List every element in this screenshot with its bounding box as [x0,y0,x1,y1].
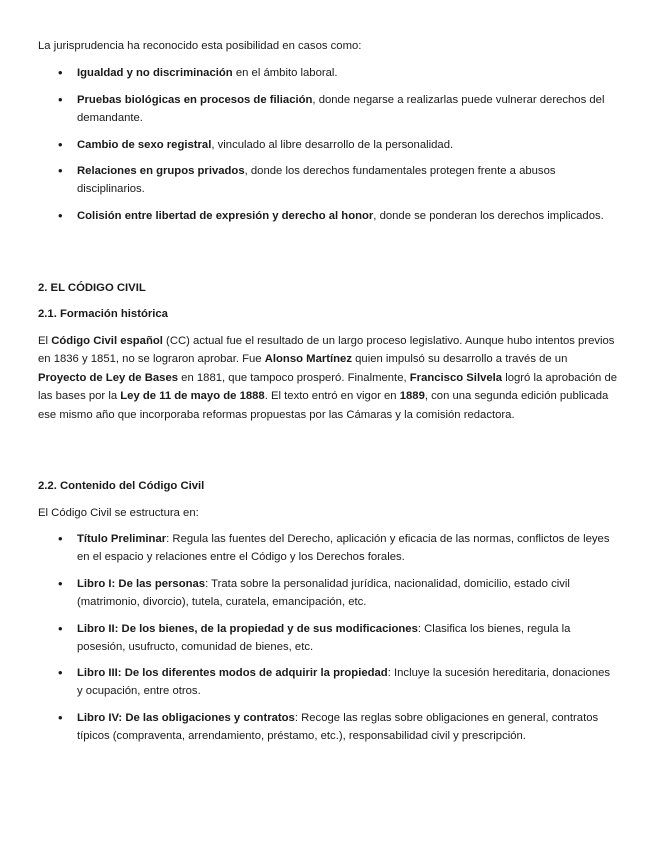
section-2-1-heading: 2.1. Formación histórica [38,308,168,320]
list-item: • Libro IV: De las obligaciones y contratos: Recoge las reglas sobre obligaciones en general, contratos típicos (compraventa, arrendamiento, préstamo, etc.), responsabilidad civil y prescripción. [58,710,599,743]
list-item: • Libro III: De los diferentes modos de adquirir la propiedad: Incluye la sucesión hereditaria, donaciones y ocupación, entre otros. [58,665,611,698]
bullet-icon: • [58,163,63,178]
bullet-icon: • [58,531,63,546]
list-item: • Igualdad y no discriminación en el ámbito laboral. [77,64,617,82]
bullet-icon: • [58,137,63,152]
list-item: • Cambio de sexo registral, vinculado al libre desarrollo de la personalidad. [77,136,617,154]
list-item: • Libro II: De los bienes, de la propiedad y de sus modificaciones: Clasifica los bienes, regula la posesión, usufructo, comunidad de bienes, etc. [58,621,571,654]
intro-paragraph: La jurisprudencia ha reconocido esta posibilidad en casos como: [38,40,362,52]
bullet-icon: • [58,621,63,636]
section-2-2-intro: El Código Civil se estructura en: [38,507,199,519]
section-2-2-heading: 2.2. Contenido del Código Civil [38,480,205,492]
section-2-1-paragraph: El Código Civil español (CC) actual fue el resultado de un largo proceso legislativo. Aunque hubo intentos previos en 1836 y 1851, no se lograron aprobar. Fue Alonso Martínez quien impulsó su desarrollo a través de un Proyecto de Ley de Bases en 1881, que tampoco prosperó. Finalmente, Francisco Silvela logró la aprobación de las bases por la Ley de 11 de mayo de 1888. El texto entró en vigor en 1889, con una segunda edición publicada ese mismo año que incorporaba reformas propuestas por las Cámaras y la comisión redactora. [38,335,618,421]
bullet-icon: • [58,665,63,680]
bullet-icon: • [58,576,63,591]
list-item: • Colisión entre libertad de expresión y derecho al honor, donde se ponderan los derechos implicados. [77,207,617,225]
bullet-icon: • [58,92,63,107]
section-2-heading: 2. EL CÓDIGO CIVIL [38,282,146,294]
list-item: • Relaciones en grupos privados, donde los derechos fundamentales protegen frente a abusos disciplinarios. [58,163,556,196]
list-item: • Título Preliminar: Regula las fuentes del Derecho, aplicación y eficacia de las normas, conflictos de leyes en el espacio y relaciones entre el Código y los Derechos forales. [58,531,610,564]
list-item: • Libro I: De las personas: Trata sobre la personalidad jurídica, nacionalidad, domicilio, estado civil (matrimonio, divorcio), tutela, curatela, emancipación, etc. [58,576,570,609]
bullet-icon: • [58,208,63,223]
bullet-icon: • [58,710,63,725]
bullet-icon: • [58,65,63,80]
list-item: • Pruebas biológicas en procesos de filiación, donde negarse a realizarlas puede vulnerar derechos del demandante. [58,92,605,125]
